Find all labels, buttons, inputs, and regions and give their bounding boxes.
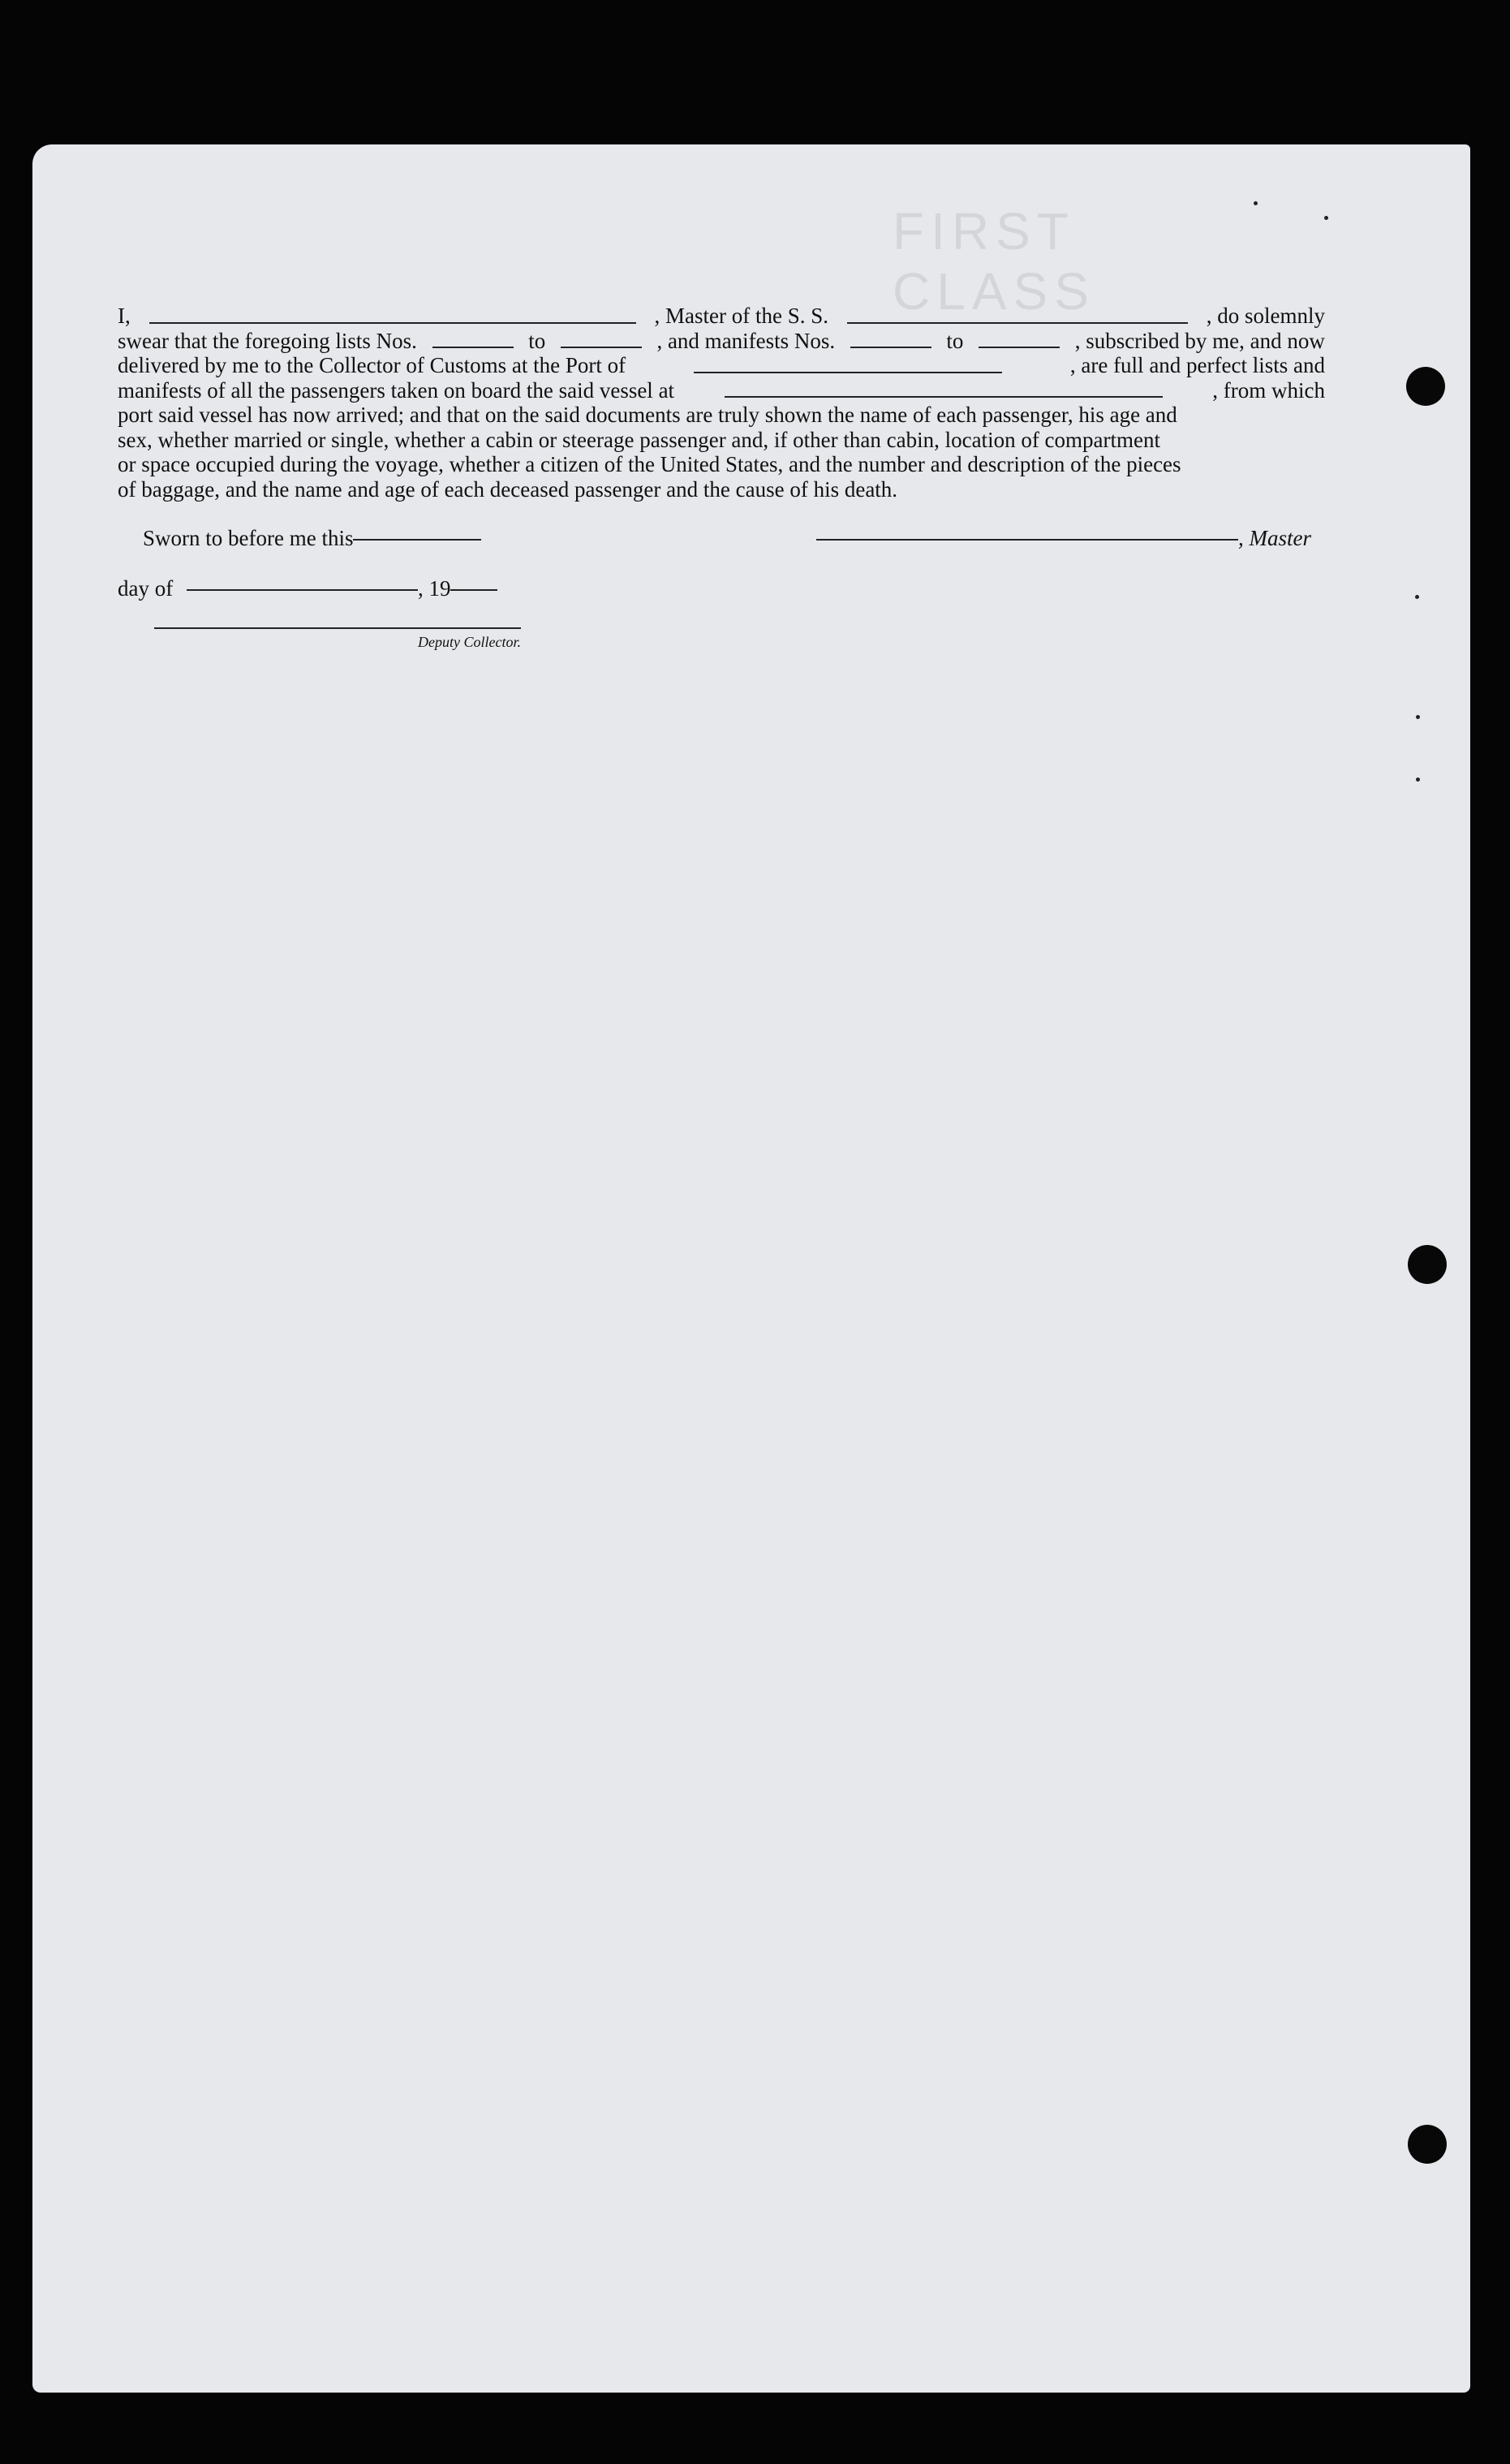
manifests-to-blank[interactable] [979,329,1060,348]
lists-to-blank[interactable] [561,329,642,348]
oath-text: manifests of all the passengers taken on board the said vessel at [118,377,675,403]
oath-line-1 [118,304,1325,329]
deputy-collector-signature[interactable] [154,627,521,651]
oath-text: or space occupied during the voyage, whether a citizen of the United States, and the number and description of the pieces [118,452,1181,476]
port-blank[interactable] [694,354,1002,373]
bleed-through-heading: FIRST CLASS [893,202,1095,321]
year-prefix: , 19 [417,576,451,601]
oath-text: , subscribed by me, and now [1074,328,1325,353]
oath-line-7 [118,452,1325,477]
lists-from-blank[interactable] [432,329,514,348]
paper-speck [1415,595,1419,599]
month-blank[interactable] [187,571,418,591]
ship-name-blank[interactable] [847,304,1188,324]
oath-line-6 [118,428,1325,453]
master-signature-blank[interactable] [816,521,1238,541]
paper-speck [1254,201,1258,205]
oath-text: delivered by me to the Collector of Customs at the Port of [118,353,626,377]
day-of-line [118,576,497,601]
master-name-blank[interactable] [149,304,636,324]
oath-line-5 [118,403,1325,428]
day-of-label: day of [118,576,174,601]
oath-text: to [946,328,964,353]
oath-text: sex, whether married or single, whether a cabin or steerage passenger and, if other than cabin, location of compartment [118,427,1161,452]
deputy-collector-label: Deputy Collector. [418,634,521,650]
oath-text: , from which [1212,377,1325,403]
oath-text: swear that the foregoing lists Nos. [118,328,417,353]
master-signature-line [816,526,1311,551]
oath-text: , and manifests Nos. [656,328,836,353]
paper-speck [1416,715,1420,719]
sworn-label: Sworn to before me this [143,526,354,550]
oath-text: to [528,328,546,353]
sworn-day-blank[interactable] [353,521,481,541]
manifests-from-blank[interactable] [850,329,931,348]
paper-speck [1324,216,1328,220]
oath-line-2 [118,329,1325,354]
oath-text: of baggage, and the name and age of each deceased passenger and the cause of his death. [118,476,898,502]
oath-paragraph [118,304,1325,502]
oath-text: port said vessel has now arrived; and that on the said documents are truly shown the name of each passenger, his age and [118,403,1177,427]
oath-text: , are full and perfect lists and [1069,353,1325,377]
oath-text: I, [118,304,131,328]
punch-hole [1408,1245,1447,1284]
sworn-line [143,526,481,551]
form-sheet [32,144,1470,2393]
oath-line-3 [118,353,1325,378]
oath-text: , Master of the S. S. [654,304,828,328]
oath-line-8 [118,477,1325,502]
punch-hole [1406,367,1445,406]
punch-hole [1408,2125,1447,2164]
departure-port-blank[interactable] [725,378,1163,398]
oath-text: , do solemnly [1206,304,1325,328]
year-blank[interactable] [450,571,497,591]
master-label: , Master [1238,526,1311,550]
oath-line-4 [118,378,1325,403]
paper-speck [1416,778,1420,782]
